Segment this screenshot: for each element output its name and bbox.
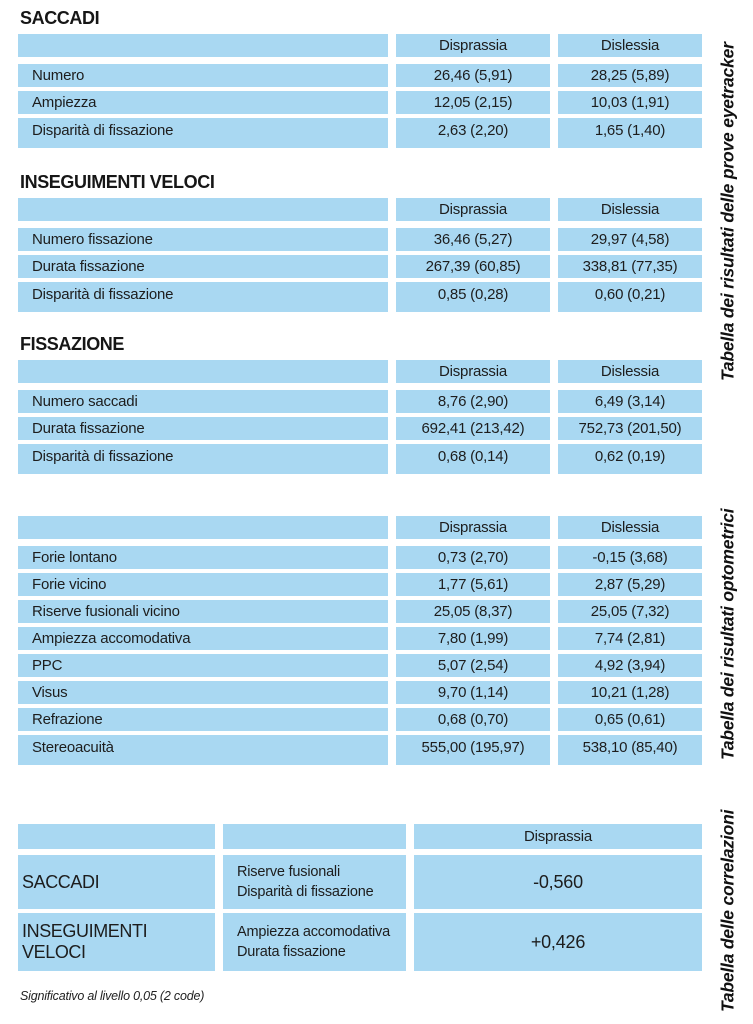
- value-cell-dislessia: 10,21 (1,28): [558, 681, 702, 704]
- empty-header-cell: [18, 34, 388, 57]
- measures-cell: [223, 913, 406, 971]
- column-header-disprassia: Disprassia: [414, 824, 702, 849]
- correlation-value-cell: +0,426: [414, 913, 702, 971]
- value-cell-dislessia: 0,65 (0,61): [558, 708, 702, 731]
- saccadi-table: [18, 34, 702, 148]
- table-row: [18, 228, 702, 251]
- figure-content: [18, 0, 702, 1003]
- row-label-cell: Ampiezza: [18, 91, 388, 114]
- row-label-cell: Forie vicino: [18, 573, 388, 596]
- value-cell-disprassia: 12,05 (2,15): [396, 91, 550, 114]
- value-cell-dislessia: 338,81 (77,35): [558, 255, 702, 278]
- correlation-table: [18, 824, 702, 971]
- column-header-disprassia: Disprassia: [396, 34, 550, 57]
- value-cell-disprassia: 0,73 (2,70): [396, 546, 550, 569]
- value-cell-dislessia: 28,25 (5,89): [558, 64, 702, 87]
- table-row: [18, 654, 702, 677]
- row-label-cell: Numero fissazione: [18, 228, 388, 251]
- group-label-cell: SACCADI: [18, 855, 215, 909]
- value-cell-disprassia: 36,46 (5,27): [396, 228, 550, 251]
- column-header-disprassia: Disprassia: [396, 360, 550, 383]
- fissazione-table: [18, 360, 702, 474]
- value-cell-disprassia: 692,41 (213,42): [396, 417, 550, 440]
- value-cell-dislessia: 752,73 (201,50): [558, 417, 702, 440]
- column-header-disprassia: Disprassia: [396, 198, 550, 221]
- table-row: [18, 417, 702, 440]
- row-label-cell: Riserve fusionali vicino: [18, 600, 388, 623]
- value-cell-dislessia: 2,87 (5,29): [558, 573, 702, 596]
- value-cell-disprassia: 0,85 (0,28): [396, 282, 550, 312]
- value-cell-dislessia: 0,62 (0,19): [558, 444, 702, 474]
- value-cell-disprassia: 1,77 (5,61): [396, 573, 550, 596]
- table-header-row: [18, 360, 702, 383]
- column-header-dislessia: Dislessia: [558, 34, 702, 57]
- row-label-cell: Refrazione: [18, 708, 388, 731]
- table-row: [18, 444, 702, 474]
- row-label-cell: Forie lontano: [18, 546, 388, 569]
- value-cell-dislessia: 0,60 (0,21): [558, 282, 702, 312]
- inseguimenti-veloci-table: [18, 198, 702, 312]
- section-title-fissazione: FISSAZIONE: [20, 334, 125, 354]
- table-header-row: [18, 34, 702, 57]
- empty-header-cell: [18, 516, 388, 539]
- value-cell-dislessia: 7,74 (2,81): [558, 627, 702, 650]
- value-cell-disprassia: 2,63 (2,20): [396, 118, 550, 148]
- row-label-cell: Durata fissazione: [18, 255, 388, 278]
- value-cell-disprassia: 555,00 (195,97): [396, 735, 550, 765]
- value-cell-dislessia: 4,92 (3,94): [558, 654, 702, 677]
- measure-line: Disparità di fissazione: [237, 884, 374, 900]
- table-row: [18, 735, 702, 765]
- table-row: [18, 913, 702, 971]
- table-row: [18, 627, 702, 650]
- measure-line: Durata fissazione: [237, 944, 346, 960]
- row-label-cell: Numero: [18, 64, 388, 87]
- empty-header-cell: [18, 198, 388, 221]
- column-header-disprassia: Disprassia: [396, 516, 550, 539]
- value-cell-disprassia: 0,68 (0,70): [396, 708, 550, 731]
- side-caption-eyetracker: Tabella dei risultati delle prove eyetracker: [717, 42, 738, 382]
- table-row: [18, 64, 702, 87]
- table-row: [18, 255, 702, 278]
- value-cell-disprassia: 26,46 (5,91): [396, 64, 550, 87]
- value-cell-disprassia: 9,70 (1,14): [396, 681, 550, 704]
- measures-cell: [223, 855, 406, 909]
- table-row: [18, 546, 702, 569]
- value-cell-dislessia: 6,49 (3,14): [558, 390, 702, 413]
- measure-line: Riserve fusionali: [237, 863, 340, 880]
- value-cell-disprassia: 8,76 (2,90): [396, 390, 550, 413]
- value-cell-disprassia: 267,39 (60,85): [396, 255, 550, 278]
- significance-footnote: Significativo al livello 0,05 (2 code): [20, 989, 205, 1003]
- correlation-value-cell: -0,560: [414, 855, 702, 909]
- section-title-saccadi: SACCADI: [20, 8, 100, 28]
- table-row: [18, 708, 702, 731]
- row-label-cell: PPC: [18, 654, 388, 677]
- empty-header-cell: [223, 824, 406, 849]
- table-row: [18, 91, 702, 114]
- group-label-cell: INSEGUIMENTI VELOCI: [18, 913, 215, 971]
- table-header-row: [18, 198, 702, 221]
- column-header-dislessia: Dislessia: [558, 516, 702, 539]
- optometric-table: [18, 516, 702, 765]
- table-row: [18, 390, 702, 413]
- table-row: [18, 855, 702, 909]
- table-row: [18, 118, 702, 148]
- section-title-inseguimenti-veloci: INSEGUIMENTI VELOCI: [20, 172, 215, 192]
- table-row: [18, 681, 702, 704]
- value-cell-disprassia: 25,05 (8,37): [396, 600, 550, 623]
- value-cell-dislessia: 1,65 (1,40): [558, 118, 702, 148]
- empty-header-cell: [18, 360, 388, 383]
- value-cell-disprassia: 5,07 (2,54): [396, 654, 550, 677]
- row-label-cell: Disparità di fissazione: [18, 282, 388, 312]
- column-header-dislessia: Dislessia: [558, 360, 702, 383]
- value-cell-dislessia: 10,03 (1,91): [558, 91, 702, 114]
- table-row: [18, 282, 702, 312]
- row-label-cell: Disparità di fissazione: [18, 444, 388, 474]
- row-label-cell: Visus: [18, 681, 388, 704]
- value-cell-dislessia: 538,10 (85,40): [558, 735, 702, 765]
- row-label-cell: Ampiezza accomodativa: [18, 627, 388, 650]
- row-label-cell: Durata fissazione: [18, 417, 388, 440]
- table-header-row: [18, 824, 702, 849]
- value-cell-dislessia: -0,15 (3,68): [558, 546, 702, 569]
- row-label-cell: Stereoacuità: [18, 735, 388, 765]
- row-label-cell: Numero saccadi: [18, 390, 388, 413]
- empty-header-cell: [18, 824, 215, 849]
- row-label-cell: Disparità di fissazione: [18, 118, 388, 148]
- value-cell-disprassia: 7,80 (1,99): [396, 627, 550, 650]
- table-row: [18, 600, 702, 623]
- table-row: [18, 573, 702, 596]
- side-caption-optometric: Tabella dei risultati optometrici: [717, 508, 738, 760]
- measure-line: Ampiezza accomodativa: [237, 923, 390, 940]
- table-header-row: [18, 516, 702, 539]
- column-header-dislessia: Dislessia: [558, 198, 702, 221]
- value-cell-dislessia: 25,05 (7,32): [558, 600, 702, 623]
- value-cell-dislessia: 29,97 (4,58): [558, 228, 702, 251]
- value-cell-disprassia: 0,68 (0,14): [396, 444, 550, 474]
- side-caption-correlations: Tabella delle correlazioni: [717, 809, 738, 1013]
